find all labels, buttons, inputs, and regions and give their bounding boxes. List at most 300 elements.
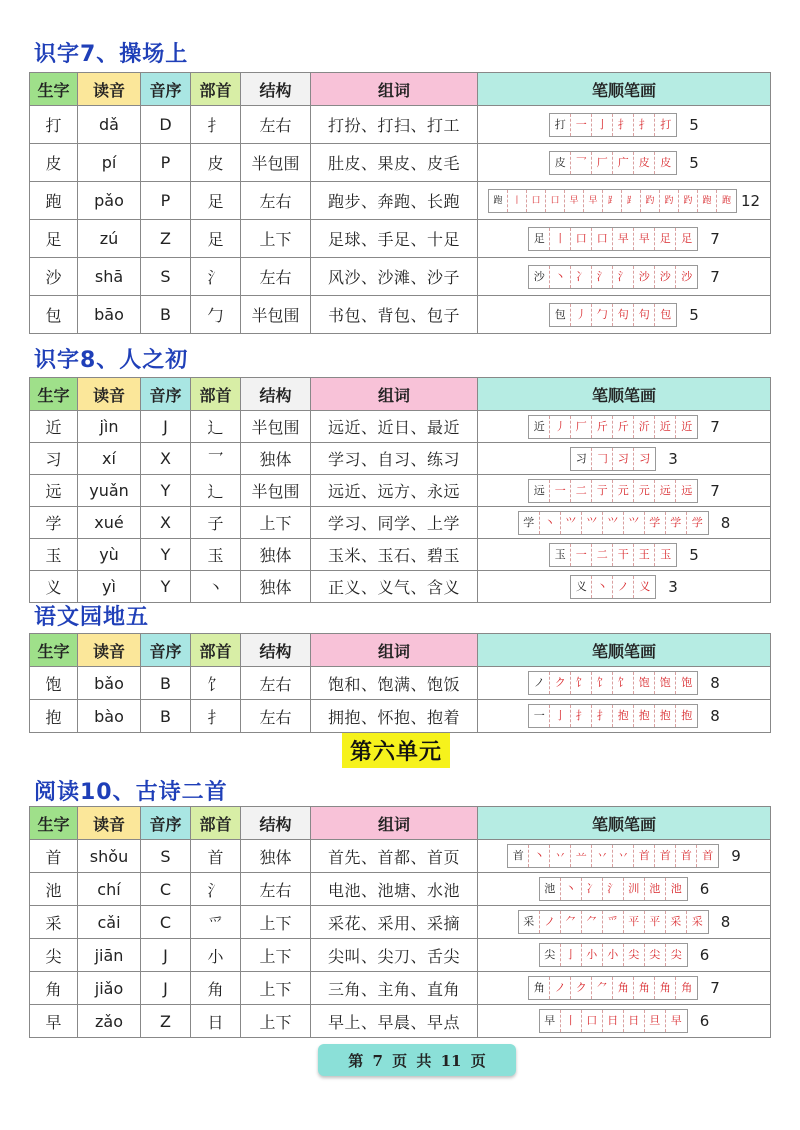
stroke-order-grid (549, 151, 677, 175)
column-header: 组词 (311, 634, 478, 667)
table-row (30, 443, 771, 475)
table-row (30, 667, 771, 700)
stroke-step: 汌 (624, 878, 645, 900)
stroke-order-grid (488, 189, 737, 213)
stroke-step: 足 (655, 228, 676, 250)
stroke-step: 早 (540, 1010, 561, 1032)
stroke-step: ⺈ (582, 911, 603, 933)
stroke-step: 丿 (550, 416, 571, 438)
stroke-order-cell (478, 840, 771, 873)
stroke-step: 口 (571, 228, 592, 250)
stroke-order-cell (478, 906, 771, 939)
sequence-cell: J (141, 939, 191, 972)
stroke-order-cell (478, 939, 771, 972)
stroke-step: 足 (529, 228, 550, 250)
pinyin-cell: xí (78, 443, 141, 475)
stroke-step: 丷 (592, 845, 613, 867)
stroke-step: 首 (697, 845, 718, 867)
pinyin-cell: xué (78, 507, 141, 539)
stroke-step: 跑 (489, 190, 508, 212)
column-header: 组词 (311, 378, 478, 411)
stroke-count: 12 (740, 191, 761, 210)
sequence-cell: C (141, 906, 191, 939)
stroke-step: 丨 (561, 1010, 582, 1032)
stroke-order-grid (570, 575, 656, 599)
stroke-order-grid (539, 877, 688, 901)
sequence-cell: Y (141, 571, 191, 603)
stroke-order-grid (528, 704, 698, 728)
stroke-order-grid (528, 479, 698, 503)
radical-cell: 丶 (191, 571, 241, 603)
stroke-step: 元 (613, 480, 634, 502)
section-title-1: 识字7、操场上 (34, 42, 189, 67)
column-header: 结构 (241, 807, 311, 840)
stroke-step: 二 (571, 480, 592, 502)
radical-cell: 子 (191, 507, 241, 539)
char-cell: 包 (30, 296, 78, 334)
structure-cell: 独体 (241, 443, 311, 475)
stroke-order-cell (478, 258, 771, 296)
char-cell: 皮 (30, 144, 78, 182)
table-row (30, 906, 771, 939)
stroke-order-cell (478, 144, 771, 182)
structure-cell: 上下 (241, 972, 311, 1005)
structure-cell: 左右 (241, 258, 311, 296)
sequence-cell: Z (141, 220, 191, 258)
column-header: 生字 (30, 73, 78, 106)
stroke-step: 𠃌 (592, 448, 613, 470)
stroke-step: 亍 (592, 480, 613, 502)
stroke-step: 皮 (634, 152, 655, 174)
stroke-step: 玉 (655, 544, 676, 566)
structure-cell: 左右 (241, 667, 311, 700)
stroke-count: 5 (689, 305, 699, 324)
stroke-step: 沂 (634, 416, 655, 438)
table-row (30, 700, 771, 733)
stroke-step: 饣 (613, 672, 634, 694)
stroke-step: 冫 (571, 266, 592, 288)
column-header: 笔顺笔画 (478, 807, 771, 840)
stroke-step: 义 (634, 576, 655, 598)
char-cell: 早 (30, 1005, 78, 1038)
header-row (30, 73, 771, 106)
stroke-count: 9 (731, 847, 741, 865)
words-cell: 首先、首都、首页 (311, 840, 478, 873)
sequence-cell: B (141, 700, 191, 733)
pinyin-cell: dǎ (78, 106, 141, 144)
stroke-step: 习 (571, 448, 592, 470)
stroke-step: 饱 (676, 672, 697, 694)
table-row (30, 539, 771, 571)
stroke-step: 皮 (550, 152, 571, 174)
column-header: 结构 (241, 634, 311, 667)
stroke-order-grid (528, 227, 698, 251)
words-cell: 风沙、沙滩、沙子 (311, 258, 478, 296)
words-cell: 饱和、饱满、饱饭 (311, 667, 478, 700)
stroke-step: 日 (624, 1010, 645, 1032)
stroke-step: ⺈ (561, 911, 582, 933)
stroke-order-grid (539, 943, 688, 967)
char-cell: 义 (30, 571, 78, 603)
radical-cell: 首 (191, 840, 241, 873)
stroke-order-cell (478, 700, 771, 733)
stroke-order-grid (507, 844, 719, 868)
table-row (30, 411, 771, 443)
header-row (30, 634, 771, 667)
radical-cell: 扌 (191, 700, 241, 733)
pinyin-cell: cǎi (78, 906, 141, 939)
stroke-step: ク (550, 672, 571, 694)
stroke-step: 玉 (550, 544, 571, 566)
stroke-step: 亅 (592, 114, 613, 136)
sequence-cell: J (141, 411, 191, 443)
radical-cell: 辶 (191, 475, 241, 507)
stroke-step: 丿 (571, 304, 592, 326)
stroke-count: 8 (720, 913, 731, 931)
char-cell: 习 (30, 443, 78, 475)
stroke-step: 冫 (582, 878, 603, 900)
pinyin-cell: shā (78, 258, 141, 296)
pinyin-cell: jiǎo (78, 972, 141, 1005)
stroke-step: 跑 (698, 190, 717, 212)
stroke-count: 5 (689, 545, 699, 564)
stroke-step: 趵 (641, 190, 660, 212)
stroke-step: ⺍ (561, 512, 582, 534)
char-cell: 近 (30, 411, 78, 443)
table-row (30, 840, 771, 873)
sequence-cell: B (141, 667, 191, 700)
stroke-step: 一 (529, 705, 550, 727)
table-row (30, 939, 771, 972)
radical-cell: 小 (191, 939, 241, 972)
radical-cell: 乛 (191, 443, 241, 475)
sequence-cell: P (141, 144, 191, 182)
stroke-step: 义 (571, 576, 592, 598)
column-header: 部首 (191, 807, 241, 840)
stroke-step: 首 (655, 845, 676, 867)
stroke-step: 角 (676, 977, 697, 999)
header-row (30, 807, 771, 840)
stroke-step: 学 (687, 512, 708, 534)
stroke-step: 旦 (645, 1010, 666, 1032)
stroke-order-grid (518, 910, 709, 934)
stroke-step: 远 (655, 480, 676, 502)
char-cell: 打 (30, 106, 78, 144)
stroke-order-cell (478, 443, 771, 475)
stroke-step: 平 (645, 911, 666, 933)
column-header: 读音 (78, 73, 141, 106)
sequence-cell: S (141, 840, 191, 873)
stroke-count: 6 (699, 1012, 710, 1030)
column-header: 音序 (141, 807, 191, 840)
stroke-order-cell (478, 220, 771, 258)
table-row (30, 507, 771, 539)
stroke-step: 扌 (571, 705, 592, 727)
char-cell: 饱 (30, 667, 78, 700)
pinyin-cell: jìn (78, 411, 141, 443)
pinyin-cell: zǎo (78, 1005, 141, 1038)
sequence-cell: B (141, 296, 191, 334)
column-header: 组词 (311, 73, 478, 106)
character-table-2 (29, 377, 771, 603)
radical-cell: 氵 (191, 258, 241, 296)
radical-cell: 角 (191, 972, 241, 1005)
char-cell: 抱 (30, 700, 78, 733)
stroke-step: 沙 (634, 266, 655, 288)
stroke-step: 乛 (571, 152, 592, 174)
stroke-step: ク (571, 977, 592, 999)
sequence-cell: Y (141, 539, 191, 571)
char-cell: 远 (30, 475, 78, 507)
pinyin-cell: bào (78, 700, 141, 733)
stroke-count: 6 (699, 880, 710, 898)
stroke-step: 角 (529, 977, 550, 999)
stroke-step: 趵 (660, 190, 679, 212)
stroke-step: ノ (550, 977, 571, 999)
stroke-order-cell (478, 296, 771, 334)
stroke-step: 抱 (634, 705, 655, 727)
header-row (30, 378, 771, 411)
radical-cell: 勹 (191, 296, 241, 334)
stroke-step: 勹 (592, 304, 613, 326)
stroke-step: 采 (519, 911, 540, 933)
stroke-order-grid (539, 1009, 688, 1033)
char-cell: 沙 (30, 258, 78, 296)
stroke-step: ⻊ (622, 190, 641, 212)
character-table-4 (29, 806, 771, 1038)
words-cell: 打扮、打扫、打工 (311, 106, 478, 144)
table-row (30, 1005, 771, 1038)
char-cell: 角 (30, 972, 78, 1005)
stroke-step: 爫 (603, 911, 624, 933)
stroke-step: ⺍ (603, 512, 624, 534)
stroke-step: 句 (613, 304, 634, 326)
stroke-step: 一 (571, 544, 592, 566)
structure-cell: 独体 (241, 539, 311, 571)
structure-cell: 半包围 (241, 144, 311, 182)
radical-cell: 氵 (191, 873, 241, 906)
stroke-step: 氵 (592, 266, 613, 288)
stroke-order-grid (528, 265, 698, 289)
column-header: 笔顺笔画 (478, 378, 771, 411)
table-row (30, 873, 771, 906)
stroke-step: 尖 (624, 944, 645, 966)
stroke-order-grid (528, 671, 698, 695)
stroke-order-cell (478, 571, 771, 603)
stroke-step: 早 (584, 190, 603, 212)
char-cell: 池 (30, 873, 78, 906)
stroke-step: 跑 (717, 190, 736, 212)
section-title-3: 语文园地五 (34, 605, 150, 630)
structure-cell: 独体 (241, 840, 311, 873)
stroke-step: 厂 (571, 416, 592, 438)
stroke-order-grid (518, 511, 709, 535)
table-row (30, 258, 771, 296)
stroke-order-grid (549, 303, 677, 327)
stroke-order-cell (478, 873, 771, 906)
stroke-step: 扌 (613, 114, 634, 136)
stroke-step: 池 (645, 878, 666, 900)
stroke-step: 䒑 (571, 845, 592, 867)
structure-cell: 左右 (241, 873, 311, 906)
char-cell: 跑 (30, 182, 78, 220)
column-header: 读音 (78, 807, 141, 840)
stroke-count: 3 (668, 449, 678, 468)
structure-cell: 上下 (241, 220, 311, 258)
stroke-step: 丶 (592, 576, 613, 598)
stroke-count: 7 (710, 267, 720, 286)
stroke-count: 3 (668, 577, 678, 596)
stroke-count: 5 (689, 115, 699, 134)
stroke-step: 一 (550, 480, 571, 502)
column-header: 结构 (241, 73, 311, 106)
stroke-step: 早 (634, 228, 655, 250)
structure-cell: 上下 (241, 906, 311, 939)
stroke-order-grid (528, 976, 698, 1000)
column-header: 音序 (141, 378, 191, 411)
stroke-step: 池 (666, 878, 687, 900)
stroke-order-cell (478, 507, 771, 539)
stroke-step: 皮 (655, 152, 676, 174)
stroke-step: 沙 (529, 266, 550, 288)
stroke-step: 扌 (592, 705, 613, 727)
words-cell: 玉米、玉石、碧玉 (311, 539, 478, 571)
stroke-step: 厂 (592, 152, 613, 174)
pinyin-cell: jiān (78, 939, 141, 972)
table-row (30, 296, 771, 334)
column-header: 生字 (30, 807, 78, 840)
stroke-step: 角 (634, 977, 655, 999)
stroke-step: 氵 (613, 266, 634, 288)
stroke-step: 足 (676, 228, 697, 250)
radical-cell: 扌 (191, 106, 241, 144)
sequence-cell: S (141, 258, 191, 296)
stroke-count: 7 (710, 481, 720, 500)
stroke-step: 包 (550, 304, 571, 326)
words-cell: 远近、近日、最近 (311, 411, 478, 443)
stroke-step: 远 (676, 480, 697, 502)
stroke-step: 远 (529, 480, 550, 502)
radical-cell: 皮 (191, 144, 241, 182)
stroke-step: 学 (519, 512, 540, 534)
char-cell: 采 (30, 906, 78, 939)
stroke-step: 采 (666, 911, 687, 933)
stroke-step: 早 (565, 190, 584, 212)
char-cell: 玉 (30, 539, 78, 571)
sequence-cell: Z (141, 1005, 191, 1038)
char-cell: 足 (30, 220, 78, 258)
stroke-order-cell (478, 475, 771, 507)
stroke-step: 一 (571, 114, 592, 136)
character-table-3 (29, 633, 771, 733)
table-row (30, 571, 771, 603)
stroke-step: 元 (634, 480, 655, 502)
stroke-step: 抱 (676, 705, 697, 727)
stroke-step: 沙 (655, 266, 676, 288)
pinyin-cell: bǎo (78, 667, 141, 700)
stroke-step: 丷 (550, 845, 571, 867)
sequence-cell: D (141, 106, 191, 144)
stroke-count: 7 (710, 229, 720, 248)
stroke-step: 扌 (634, 114, 655, 136)
stroke-step: 抱 (613, 705, 634, 727)
stroke-step: 尖 (645, 944, 666, 966)
radical-cell: 足 (191, 182, 241, 220)
column-header: 部首 (191, 73, 241, 106)
stroke-step: 日 (603, 1010, 624, 1032)
stroke-order-cell (478, 411, 771, 443)
stroke-order-cell (478, 667, 771, 700)
stroke-step: ⺈ (592, 977, 613, 999)
stroke-step: 沙 (676, 266, 697, 288)
column-header: 笔顺笔画 (478, 634, 771, 667)
pinyin-cell: shǒu (78, 840, 141, 873)
stroke-step: ノ (529, 672, 550, 694)
words-cell: 尖叫、尖刀、舌尖 (311, 939, 478, 972)
stroke-count: 6 (699, 946, 710, 964)
column-header: 组词 (311, 807, 478, 840)
stroke-step: 𭕄 (624, 512, 645, 534)
structure-cell: 半包围 (241, 475, 311, 507)
stroke-step: 氵 (603, 878, 624, 900)
structure-cell: 上下 (241, 939, 311, 972)
sequence-cell: P (141, 182, 191, 220)
words-cell: 学习、同学、上学 (311, 507, 478, 539)
stroke-order-cell (478, 106, 771, 144)
stroke-step: 近 (676, 416, 697, 438)
stroke-order-grid (549, 543, 677, 567)
stroke-step: 尖 (540, 944, 561, 966)
table-row (30, 144, 771, 182)
table-row (30, 475, 771, 507)
stroke-step: 采 (687, 911, 708, 933)
radical-cell: 饣 (191, 667, 241, 700)
pinyin-cell: pí (78, 144, 141, 182)
section-title-2: 识字8、人之初 (34, 348, 189, 373)
stroke-step: 王 (634, 544, 655, 566)
stroke-step: 首 (508, 845, 529, 867)
pinyin-cell: yù (78, 539, 141, 571)
stroke-step: 习 (634, 448, 655, 470)
stroke-step: 打 (550, 114, 571, 136)
sequence-cell: X (141, 507, 191, 539)
stroke-step: 学 (666, 512, 687, 534)
stroke-step: 抱 (655, 705, 676, 727)
stroke-step: ⻊ (603, 190, 622, 212)
pinyin-cell: yì (78, 571, 141, 603)
stroke-step: 斤 (592, 416, 613, 438)
radical-cell: 爫 (191, 906, 241, 939)
stroke-count: 8 (720, 513, 731, 532)
radical-cell: 辶 (191, 411, 241, 443)
column-header: 生字 (30, 378, 78, 411)
structure-cell: 左右 (241, 182, 311, 220)
stroke-count: 8 (710, 707, 720, 725)
words-cell: 拥抱、怀抱、抱着 (311, 700, 478, 733)
sequence-cell: X (141, 443, 191, 475)
stroke-step: 首 (634, 845, 655, 867)
words-cell: 足球、手足、十足 (311, 220, 478, 258)
table-row (30, 182, 771, 220)
words-cell: 学习、自习、练习 (311, 443, 478, 475)
words-cell: 三角、主角、直角 (311, 972, 478, 1005)
stroke-step: 平 (624, 911, 645, 933)
stroke-order-grid (570, 447, 656, 471)
stroke-step: 亅 (550, 705, 571, 727)
stroke-step: 早 (666, 1010, 687, 1032)
radical-cell: 日 (191, 1005, 241, 1038)
stroke-step: 打 (655, 114, 676, 136)
